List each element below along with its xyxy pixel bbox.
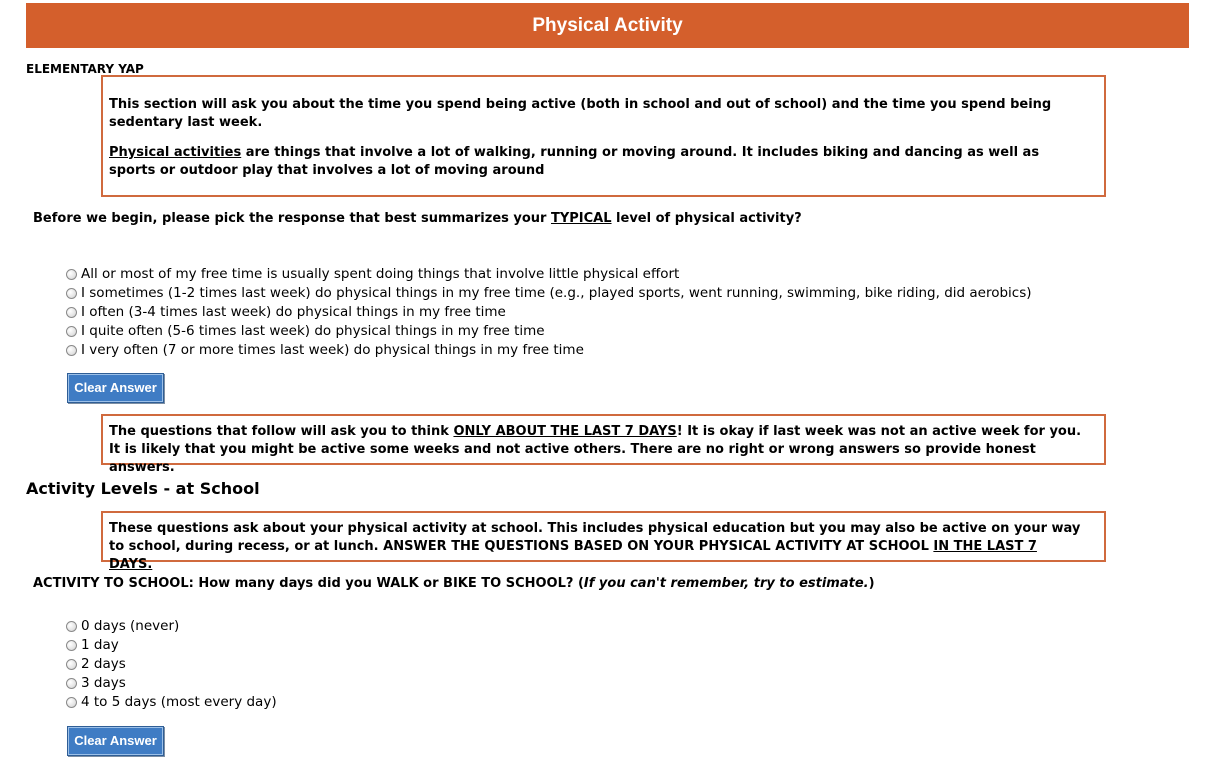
question-1-options (66, 265, 1032, 360)
question-2-prefix: ACTIVITY TO SCHOOL: How many days did you WALK or BIKE TO SCHOOL? ( (33, 576, 584, 591)
question-2-hint: If you can't remember, try to estimate. (583, 576, 869, 591)
radio-button[interactable] (66, 326, 77, 337)
radio-button[interactable] (66, 697, 77, 708)
radio-option[interactable] (66, 265, 1032, 284)
page-header (26, 3, 1189, 48)
radio-option[interactable] (66, 341, 1032, 360)
radio-option[interactable] (66, 617, 277, 636)
question-1-emphasis: TYPICAL (551, 211, 612, 226)
radio-option-label[interactable]: I often (3-4 times last week) do physical things in my free time (81, 304, 506, 320)
school-activity-box (101, 511, 1106, 572)
radio-option-label[interactable]: I sometimes (1-2 times last week) do physical things in my free time (e.g., played sports, went running, swimming, bike riding, did aerobics) (81, 285, 1032, 301)
question-2-suffix: ) (868, 576, 875, 591)
radio-button[interactable] (66, 269, 77, 280)
radio-button[interactable] (66, 307, 77, 318)
question-1-suffix: level of physical activity? (611, 211, 802, 226)
radio-option[interactable] (66, 674, 277, 693)
radio-option[interactable] (66, 284, 1032, 303)
radio-button[interactable] (66, 345, 77, 356)
intro-paragraph-1: This section will ask you about the time you spend being active (both in school and out of school) and the time you spend being sedentary last week. (109, 97, 1052, 130)
section-title: Activity Levels - at School (26, 479, 260, 498)
page-title: Physical Activity (532, 15, 683, 36)
radio-option[interactable] (66, 303, 1032, 322)
radio-option-label[interactable]: I quite often (5-6 times last week) do physical things in my free time (81, 323, 545, 339)
last-7-days-note-box (101, 414, 1106, 475)
radio-option-label[interactable]: All or most of my free time is usually spent doing things that involve little physical effort (81, 266, 680, 282)
radio-option[interactable] (66, 693, 277, 712)
question-1-prefix: Before we begin, please pick the response that best summarizes your (33, 211, 551, 226)
school-note-emphasis: IN THE LAST 7 DAYS. (109, 539, 1037, 572)
radio-option[interactable] (66, 322, 1032, 341)
radio-option[interactable] (66, 655, 277, 674)
note-prefix: The questions that follow will ask you to think (109, 424, 454, 439)
school-note-text (109, 520, 1084, 574)
note-text (109, 423, 1084, 477)
radio-option[interactable] (66, 636, 277, 655)
school-note-prefix: These questions ask about your physical activity at school. This includes physical education but you may also be active on your way to school, during recess, or at lunch. ANSWER THE QUESTIONS BASED ON YOUR PHYSICAL ACTIVITY AT SCHOOL (109, 521, 1081, 554)
clear-answer-button[interactable]: Clear Answer (67, 373, 164, 403)
question-2-options (66, 617, 277, 712)
intro-box (101, 75, 1106, 197)
physical-activities-term: Physical activities (109, 145, 242, 160)
radio-button[interactable] (66, 621, 77, 632)
clear-answer-button[interactable]: Clear Answer (67, 726, 164, 756)
radio-option-label[interactable]: 2 days (81, 656, 126, 672)
radio-button[interactable] (66, 678, 77, 689)
note-suffix: ! It is okay if last week was not an active week for you. It is likely that you might be active some weeks and not active others. There are no right or wrong answers so provide honest answers. (109, 424, 1082, 475)
note-emphasis: ONLY ABOUT THE LAST 7 DAYS (453, 424, 677, 439)
radio-option-label[interactable]: 0 days (never) (81, 618, 180, 634)
radio-option-label[interactable]: I very often (7 or more times last week) do physical things in my free time (81, 342, 584, 358)
radio-option-label[interactable]: 4 to 5 days (most every day) (81, 694, 277, 710)
radio-button[interactable] (66, 640, 77, 651)
radio-button[interactable] (66, 659, 77, 670)
instrument-label: ELEMENTARY YAP (26, 62, 144, 76)
radio-option-label[interactable]: 3 days (81, 675, 126, 691)
question-typical-activity (33, 211, 802, 226)
intro-paragraph-2-text: are things that involve a lot of walking, running or moving around. It includes biking and dancing as well as sports or outdoor play that involves a lot of moving around (109, 145, 1040, 178)
radio-button[interactable] (66, 288, 77, 299)
intro-paragraph-2 (109, 144, 1084, 180)
radio-option-label[interactable]: 1 day (81, 637, 119, 653)
question-activity-to-school (33, 576, 875, 591)
